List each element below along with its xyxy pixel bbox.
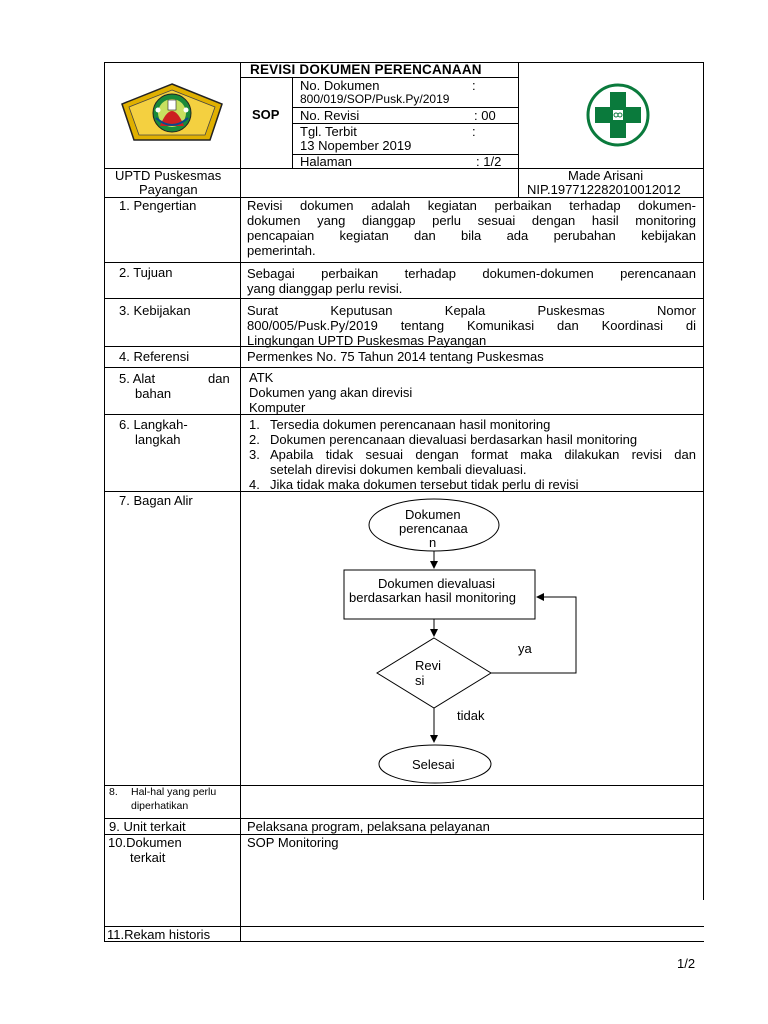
tujuan-text: Sebagai perbaikan terhadap dokumen-dokumen perencanaan yang dianggap perlu revisi. — [247, 266, 696, 296]
dokumen-terkait-label: 10.Dokumen — [108, 835, 182, 850]
sop-label: SOP — [252, 107, 280, 122]
halaman-label: Halaman — [300, 154, 353, 169]
unit-label: 9. Unit terkait — [109, 819, 186, 834]
pengertian-text: Revisi dokumen adalah kegiatan perbaikan terhadap dokumen- dokumen yang dianggap perlu sesuai dengan hasil monitoring pencapaian kegiatan dan bila ada perubahan kebijakan pemerintah. — [247, 198, 696, 258]
no-dokumen-colon: : — [472, 78, 476, 93]
kebijakan-text: Surat Keputusan Kepala Puskesmas Nomor 800/005/Pusk.Py/2019 tentang Komunikasi dan Koordinasi di Lingkungan UPTD Puskesmas Payangan — [247, 303, 696, 348]
tujuan-label: 2. Tujuan — [119, 265, 173, 280]
signer-name: Made Arisani — [568, 168, 644, 183]
alat-item: Dokumen yang akan direvisi — [249, 385, 413, 400]
no-dokumen-value: 800/019/SOP/Pusk.Py/2019 — [300, 92, 450, 106]
tgl-terbit-colon: : — [472, 124, 476, 139]
flow-start-text: perencanaa — [399, 521, 468, 536]
flow-start-text: Dokumen — [405, 507, 461, 522]
flow-end-text: Selesai — [412, 757, 455, 772]
org-name-line2: Payangan — [139, 182, 198, 197]
halaman-value: : 1/2 — [476, 154, 502, 169]
document-title: REVISI DOKUMEN PERENCANAAN — [250, 62, 482, 77]
org-name-line1: UPTD Puskesmas — [115, 168, 222, 183]
langkah-label: 6. Langkah- — [119, 417, 188, 432]
step-text: Apabila tidak sesuai dengan format maka dilakukan revisi dan setelah direvisi dokumen kembali dievaluasi. — [270, 447, 696, 477]
tgl-terbit-value: 13 Nopember 2019 — [300, 138, 412, 153]
no-revisi-value: : 00 — [474, 108, 496, 123]
flow-decision-text: si — [415, 673, 425, 688]
rekam-label: 11.Rekam historis — [107, 927, 211, 942]
flow-no-label: tidak — [457, 708, 485, 723]
hal-label: Hal-hal yang perlu — [131, 786, 217, 798]
langkah-label-b: langkah — [135, 432, 181, 447]
kebijakan-label: 3. Kebijakan — [119, 303, 191, 318]
flow-decision-diamond — [377, 638, 491, 708]
page-number: 1/2 — [677, 956, 696, 971]
alat-item: ATK — [249, 370, 274, 385]
step-number: 2. — [249, 432, 260, 447]
flow-yes-label: ya — [518, 641, 532, 656]
step-text: Dokumen perencanaan dievaluasi berdasarkan hasil monitoring — [270, 432, 638, 447]
unit-text: Pelaksana program, pelaksana pelayanan — [247, 819, 490, 834]
flow-process-text: berdasarkan hasil monitoring — [349, 590, 516, 605]
flow-process-text: Dokumen dievaluasi — [378, 576, 496, 591]
step-number: 1. — [249, 417, 260, 432]
no-dokumen-label: No. Dokumen — [300, 78, 380, 93]
referensi-text: Permenkes No. 75 Tahun 2014 tentang Puskesmas — [247, 349, 544, 364]
alat-label-dan: dan — [208, 371, 230, 386]
dokumen-terkait-label-b: terkait — [130, 850, 166, 865]
alat-label-bahan: bahan — [135, 386, 172, 401]
step-number: 3. — [249, 447, 260, 462]
flow-decision-text: Revi — [415, 658, 442, 673]
alat-label: 5. Alat — [119, 371, 156, 386]
alat-item: Komputer — [249, 400, 306, 415]
flow-start-text: n — [429, 535, 437, 550]
step-text: Jika tidak maka dokumen tersebut tidak perlu di revisi — [270, 477, 579, 492]
hal-label: diperhatikan — [131, 800, 189, 812]
dokumen-terkait-text: SOP Monitoring — [247, 835, 339, 850]
hal-number: 8. — [109, 786, 118, 798]
step-number: 4. — [249, 477, 260, 492]
tgl-terbit-label: Tgl. Terbit — [300, 124, 357, 139]
signer-nip: NIP.197712282010012012 — [527, 182, 681, 197]
bagan-label: 7. Bagan Alir — [119, 493, 193, 508]
no-revisi-label: No. Revisi — [300, 108, 360, 123]
step-text: Tersedia dokumen perencanaan hasil monitoring — [270, 417, 551, 432]
referensi-label: 4. Referensi — [119, 349, 190, 364]
pengertian-label: 1. Pengertian — [119, 198, 197, 213]
